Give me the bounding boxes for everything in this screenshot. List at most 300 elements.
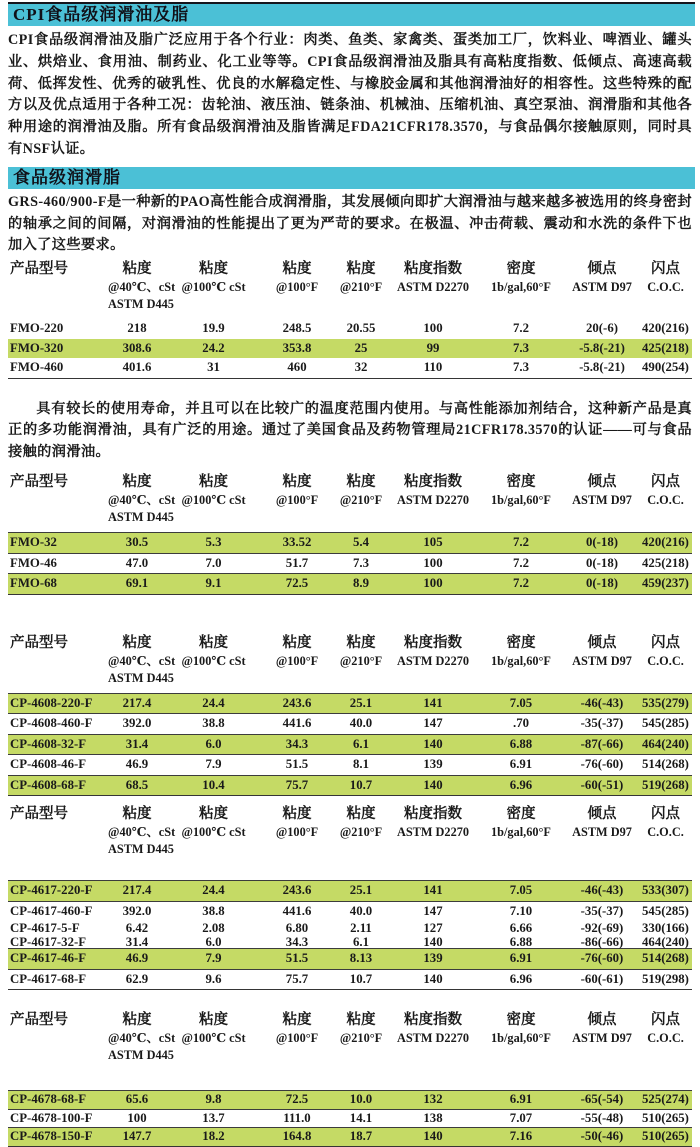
column-header-line: 粘度 xyxy=(346,474,376,491)
table-header xyxy=(8,259,692,313)
spec-value: 510(265) xyxy=(642,1129,689,1144)
column-header-line: 粘度 xyxy=(282,806,312,823)
spec-value: 490(254) xyxy=(642,360,689,375)
spec-table-cp4617 xyxy=(8,804,692,990)
product-model: CP-4608-460-F xyxy=(10,716,93,731)
spec-value: 147 xyxy=(423,903,443,918)
spec-value: -76(-60) xyxy=(580,951,624,966)
column-header-line: 粘度 xyxy=(199,261,228,278)
spec-value: 14.1 xyxy=(349,1110,373,1125)
column-header-line: 粘度 xyxy=(346,634,376,651)
spec-value: 31.4 xyxy=(125,736,149,751)
column-header-product xyxy=(8,633,108,653)
column-header-line: C.O.C. xyxy=(647,280,684,295)
column-header xyxy=(261,259,333,296)
spec-value: -65(-54) xyxy=(580,1092,624,1107)
spec-value: 6.96 xyxy=(509,971,533,986)
spec-value: 6.66 xyxy=(509,921,533,936)
column-header xyxy=(639,804,692,841)
column-header-line: ASTM D445 xyxy=(108,842,174,857)
spec-value: 99 xyxy=(426,340,440,355)
column-header xyxy=(108,633,176,687)
product-model: FMO-220 xyxy=(10,321,64,336)
product-model: CP-4678-100-F xyxy=(10,1110,93,1125)
column-header-product xyxy=(8,1010,108,1030)
column-header-line: @40℃、cSt xyxy=(108,280,176,295)
spec-value: 2.11 xyxy=(350,921,372,936)
document-page xyxy=(0,2,700,1147)
spec-value: 24.2 xyxy=(202,340,225,355)
spec-value: 140 xyxy=(423,1129,443,1144)
spec-value: 217.4 xyxy=(122,883,152,898)
spec-value: 69.1 xyxy=(125,576,149,591)
spec-value: -60(-51) xyxy=(580,777,624,792)
column-header xyxy=(477,259,565,296)
column-header-line: 产品型号 xyxy=(10,1012,68,1029)
spec-value: 46.9 xyxy=(125,951,149,966)
column-header-line: ASTM D97 xyxy=(572,653,632,668)
column-header xyxy=(639,633,692,670)
product-model: CP-4678-68-F xyxy=(10,1092,87,1107)
spec-value: 31.4 xyxy=(125,934,149,949)
spec-value: 141 xyxy=(423,883,443,898)
spec-value: 25.1 xyxy=(349,695,373,710)
column-header-line: @100℃ cSt xyxy=(181,1031,246,1046)
column-header-line: 闪点 xyxy=(651,474,680,491)
table-row xyxy=(8,754,692,775)
spec-value: 19.9 xyxy=(202,321,225,336)
spec-value: 10.7 xyxy=(349,971,373,986)
spec-value: 7.9 xyxy=(205,757,222,772)
spec-value: 10.7 xyxy=(349,777,373,792)
spec-value: 2.08 xyxy=(202,921,225,936)
spec-value: 46.9 xyxy=(125,757,149,772)
intro-paragraph: CPI食品级润滑油及脂广泛应用于各个行业：肉类、鱼类、家禽类、蛋类加工厂，饮料业、啤酒业、罐头业、烘焙业、食用油、制药业、化工业等等。CPI食品级润滑油及脂具有高粘度指数、低倾点、高速高载荷、低挥发性、优秀的破乳性、优良的水解稳定性、与橡胶金属和其他润滑油好的相容性。这些特殊的配方以及优点适用于各种工况：齿轮油、液压油、链条油、机械油、压缩机油、真空泵油、润滑脂和其他各种用途的润滑油及脂。所有食品级润滑油及脂皆满足FDA21CFR178.3570，与食品偶尔接触原则，同时具有NSF认证。 xyxy=(8,32,692,157)
column-header xyxy=(333,259,389,296)
column-header xyxy=(261,633,333,670)
column-header-line: 粘度指数 xyxy=(404,634,462,651)
spec-value: 51.5 xyxy=(285,951,309,966)
spec-value: 40.0 xyxy=(349,903,373,918)
column-header xyxy=(166,633,261,670)
product-model: CP-4617-220-F xyxy=(10,883,93,898)
spec-value: 147.7 xyxy=(122,1129,152,1144)
column-header-line: 闪点 xyxy=(651,261,680,278)
column-header xyxy=(565,633,639,670)
spec-value: 6.96 xyxy=(509,777,533,792)
table-row xyxy=(8,1127,692,1146)
table-row xyxy=(8,694,692,714)
spec-value: 164.8 xyxy=(282,1129,312,1144)
spec-value: -5.8(-21) xyxy=(579,340,625,355)
column-header-line: @100°F xyxy=(275,1031,319,1046)
spec-value: 6.42 xyxy=(125,921,149,936)
spec-value: 31 xyxy=(207,360,220,375)
spec-value: 7.2 xyxy=(513,576,529,591)
spec-value: 519(298) xyxy=(642,971,689,986)
spec-value: 140 xyxy=(423,777,443,792)
spec-value: 5.4 xyxy=(353,535,369,550)
spec-value: -46(-43) xyxy=(580,695,624,710)
spec-value: 38.8 xyxy=(202,903,225,918)
column-header-line: ASTM D2270 xyxy=(396,280,470,295)
spec-value: 9.1 xyxy=(205,576,222,591)
table-row xyxy=(8,969,692,990)
spec-value: 33.52 xyxy=(282,535,312,550)
spec-value: 24.4 xyxy=(202,695,225,710)
spec-value: 420(216) xyxy=(642,321,689,336)
column-header-line: 粘度指数 xyxy=(404,1012,462,1029)
spec-table-fmo-light xyxy=(8,472,692,595)
column-header-line: 粘度 xyxy=(282,474,312,491)
spec-value: -87(-66) xyxy=(580,736,624,751)
spec-value: 6.88 xyxy=(509,736,533,751)
table-row xyxy=(8,1091,692,1109)
column-header xyxy=(166,804,261,841)
spec-value: 140 xyxy=(423,971,443,986)
spec-value: 51.5 xyxy=(285,757,309,772)
column-header-product xyxy=(8,259,108,279)
spec-value: 8.1 xyxy=(353,757,369,772)
column-header-line: C.O.C. xyxy=(647,653,684,668)
spec-value: 10.4 xyxy=(202,777,225,792)
column-header-line: 粘度 xyxy=(199,1012,228,1029)
column-header-line: 倾点 xyxy=(587,1012,617,1029)
table-row xyxy=(8,775,692,796)
spec-value: 140 xyxy=(423,934,443,949)
column-header-line: ASTM D2270 xyxy=(396,825,470,840)
spec-value: 533(307) xyxy=(642,883,689,898)
product-model: CP-4617-460-F xyxy=(10,903,93,918)
spec-value: 441.6 xyxy=(282,716,312,731)
product-model: CP-4608-46-F xyxy=(10,757,87,772)
column-header-line: 1b/gal,60°F xyxy=(491,493,551,508)
column-header xyxy=(333,1010,389,1047)
column-header-line: 粘度 xyxy=(346,1012,376,1029)
column-header xyxy=(108,472,176,526)
spec-value: 34.3 xyxy=(285,934,309,949)
spec-value: 7.05 xyxy=(509,883,533,898)
column-header-line: 粘度指数 xyxy=(404,474,462,491)
column-header-line: @210°F xyxy=(339,280,383,295)
column-header-line: @100°F xyxy=(275,493,319,508)
column-header-line: @210°F xyxy=(339,493,383,508)
table-row xyxy=(8,358,692,378)
spec-value: 72.5 xyxy=(285,1092,309,1107)
table-row xyxy=(8,734,692,755)
spec-value: 420(216) xyxy=(642,535,689,550)
spec-value: 0(-18) xyxy=(586,555,618,570)
column-header-line: ASTM D445 xyxy=(108,1048,174,1063)
column-header-line: 1b/gal,60°F xyxy=(491,825,551,840)
column-header-line: @100°F xyxy=(275,825,319,840)
column-header-line: 粘度 xyxy=(122,806,152,823)
grease-paragraph: GRS-460/900-F是一种新的PAO高性能合成润滑脂，其发展倾向即扩大润滑油与越来越多被选用的终身密封的轴承之间的间隔，对润滑油的性能提出了更为严苛的要求。在极温、冲击荷载、震动和水洗的条件下也加入了这些要求。 xyxy=(8,193,692,254)
column-header xyxy=(333,633,389,670)
spec-value: 30.5 xyxy=(125,535,149,550)
spec-value: 545(285) xyxy=(642,903,689,918)
spec-table-fmo-heavy xyxy=(8,259,692,379)
product-model: CP-4678-150-F xyxy=(10,1129,93,1144)
column-header-line: @210°F xyxy=(339,825,383,840)
spec-value: 18.7 xyxy=(349,1129,373,1144)
spec-value: 7.9 xyxy=(205,951,222,966)
product-model: CP-4608-32-F xyxy=(10,736,87,751)
column-header-line: 倾点 xyxy=(587,474,617,491)
column-header-line: 粘度 xyxy=(199,806,228,823)
column-header-line: C.O.C. xyxy=(647,825,684,840)
spec-value: 535(279) xyxy=(642,695,689,710)
table-row xyxy=(8,1109,692,1128)
column-header-line: ASTM D2270 xyxy=(396,493,470,508)
column-header-line: 产品型号 xyxy=(10,474,68,491)
spec-value: 464(240) xyxy=(642,736,689,751)
product-model: FMO-68 xyxy=(10,576,57,591)
product-model: CP-4617-32-F xyxy=(10,934,87,949)
column-header-line: 粘度指数 xyxy=(404,261,462,278)
spec-value: 6.1 xyxy=(353,736,369,751)
table-row xyxy=(8,573,692,594)
spec-value: 545(285) xyxy=(642,716,689,731)
table-body xyxy=(8,880,692,990)
column-header-line: ASTM D2270 xyxy=(396,1031,470,1046)
column-header-line: 粘度 xyxy=(282,634,312,651)
table-row xyxy=(8,713,692,734)
spec-value: 132 xyxy=(423,1092,443,1107)
spec-value: 514(268) xyxy=(642,951,689,966)
spec-value: 243.6 xyxy=(282,695,312,710)
column-header-line: 粘度 xyxy=(122,1012,152,1029)
column-header xyxy=(389,804,477,841)
column-header-line: @40℃、cSt xyxy=(108,1031,176,1046)
column-header-line: ASTM D445 xyxy=(108,670,174,685)
spec-value: 7.2 xyxy=(513,321,529,336)
table-header xyxy=(8,633,692,687)
spec-value: 68.5 xyxy=(125,777,149,792)
column-header-line: 1b/gal,60°F xyxy=(491,1031,551,1046)
spec-value: 510(265) xyxy=(642,1110,689,1125)
product-model: FMO-32 xyxy=(10,535,57,550)
spec-value: 65.6 xyxy=(125,1092,149,1107)
column-header-line: @100℃ cSt xyxy=(181,280,246,295)
column-header-product xyxy=(8,804,108,824)
table-row xyxy=(8,319,692,339)
spec-value: 6.91 xyxy=(509,757,533,772)
column-header-line: 密度 xyxy=(506,806,536,823)
column-header-line: 倾点 xyxy=(587,634,617,651)
column-header-line: ASTM D97 xyxy=(572,493,632,508)
column-header xyxy=(108,1010,176,1064)
spec-value: -46(-43) xyxy=(580,883,624,898)
column-header xyxy=(477,1010,565,1047)
spec-value: .70 xyxy=(513,716,529,731)
spec-value: 10.0 xyxy=(349,1092,373,1107)
spec-value: 24.4 xyxy=(202,883,225,898)
spec-value: 459(237) xyxy=(642,576,689,591)
spec-value: -76(-60) xyxy=(580,757,624,772)
spec-value: 218 xyxy=(127,321,147,336)
spec-value: 20.55 xyxy=(346,321,376,336)
table-row xyxy=(8,553,692,574)
spec-table-cp4678 xyxy=(8,1010,692,1147)
spec-value: 6.88 xyxy=(509,934,533,949)
spec-value: 7.16 xyxy=(509,1129,533,1144)
spec-value: 525(274) xyxy=(642,1092,689,1107)
column-header-line: 倾点 xyxy=(587,261,617,278)
column-header xyxy=(261,804,333,841)
column-header xyxy=(565,472,639,509)
spec-value: 6.91 xyxy=(509,951,533,966)
column-header xyxy=(477,633,565,670)
spec-value: -5.8(-21) xyxy=(579,360,625,375)
column-header-line: 1b/gal,60°F xyxy=(491,280,551,295)
table-body xyxy=(8,532,692,595)
spec-value: -35(-37) xyxy=(580,903,624,918)
spec-value: 7.0 xyxy=(205,555,222,570)
spec-value: 441.6 xyxy=(282,903,312,918)
spec-value: 7.3 xyxy=(513,340,529,355)
column-header-line: 1b/gal,60°F xyxy=(491,653,551,668)
column-header-line: 闪点 xyxy=(651,806,680,823)
product-model: FMO-46 xyxy=(10,555,57,570)
column-header-line: C.O.C. xyxy=(647,493,684,508)
table-row xyxy=(8,533,692,553)
column-header xyxy=(639,259,692,296)
column-header xyxy=(639,1010,692,1047)
spec-value: 25.1 xyxy=(349,883,373,898)
spec-value: 100 xyxy=(127,1110,147,1125)
column-header-line: 粘度 xyxy=(346,806,376,823)
spec-value: 7.2 xyxy=(513,535,529,550)
column-header-line: 倾点 xyxy=(587,806,617,823)
spec-value: 243.6 xyxy=(282,883,312,898)
spec-value: 110 xyxy=(423,360,443,375)
spec-value: 460 xyxy=(287,360,307,375)
product-model: CP-4617-68-F xyxy=(10,971,87,986)
table-row xyxy=(8,935,692,949)
spec-value: 7.07 xyxy=(509,1110,533,1125)
spec-value: 100 xyxy=(423,321,443,336)
column-header xyxy=(389,633,477,670)
product-model: CP-4617-5-F xyxy=(10,921,80,936)
spec-value: 7.3 xyxy=(353,555,369,570)
spec-value: -60(-61) xyxy=(580,971,624,986)
spec-value: 75.7 xyxy=(285,777,309,792)
spec-value: 141 xyxy=(423,695,443,710)
table-header xyxy=(8,1010,692,1064)
spec-value: 34.3 xyxy=(285,736,309,751)
spec-value: 140 xyxy=(423,736,443,751)
column-header-line: ASTM D97 xyxy=(572,280,632,295)
column-header xyxy=(389,1010,477,1047)
spec-value: 18.2 xyxy=(202,1129,225,1144)
spec-value: 217.4 xyxy=(122,695,152,710)
spec-value: 5.3 xyxy=(205,535,222,550)
column-header xyxy=(565,804,639,841)
section-title-main-text: CPI食品级润滑油及脂 xyxy=(13,5,190,24)
column-header xyxy=(389,259,477,296)
spec-value: 127 xyxy=(423,921,443,936)
column-header-line: 密度 xyxy=(506,1012,536,1029)
section-title-grease xyxy=(8,167,695,189)
spec-value: 0(-18) xyxy=(586,535,618,550)
spec-value: 8.13 xyxy=(349,951,373,966)
column-header xyxy=(166,472,261,509)
spec-value: 425(218) xyxy=(642,555,689,570)
spec-value: -35(-37) xyxy=(580,716,624,731)
column-header-line: @40℃、cSt xyxy=(108,825,176,840)
column-header-line: ASTM D2270 xyxy=(396,653,470,668)
spec-value: 6.80 xyxy=(285,921,309,936)
table-header xyxy=(8,804,692,858)
column-header-line: 粘度 xyxy=(282,1012,312,1029)
table-body xyxy=(8,693,692,797)
column-header-line: ASTM D445 xyxy=(108,297,174,312)
product-model: FMO-320 xyxy=(10,340,64,355)
table-row xyxy=(8,339,692,359)
column-header xyxy=(108,259,176,313)
spec-value: 25 xyxy=(354,340,368,355)
spec-value: 62.9 xyxy=(125,971,149,986)
spec-value: 514(268) xyxy=(642,757,689,772)
fmo-note-paragraph: 具有较长的使用寿命，并且可以在比较广的温度范围内使用。与高性能添加剂结合，这种新产品是真正的多功能润滑油，具有广泛的用途。通过了美国食品及药物管理局21CFR178.3570的认证——可与食品接触的润滑油。 xyxy=(8,400,692,461)
column-header xyxy=(333,804,389,841)
column-header xyxy=(166,259,261,296)
spec-value: 9.8 xyxy=(205,1092,222,1107)
column-header-line: 产品型号 xyxy=(10,634,68,651)
table-body xyxy=(8,319,692,379)
spec-value: 308.6 xyxy=(122,340,152,355)
column-header xyxy=(389,472,477,509)
table-body xyxy=(8,1090,692,1147)
spec-value: 38.8 xyxy=(202,716,225,731)
column-header-line: 密度 xyxy=(506,261,536,278)
column-header xyxy=(166,1010,261,1047)
spec-value: 40.0 xyxy=(349,716,373,731)
column-header-line: 产品型号 xyxy=(10,806,68,823)
column-header-line: ASTM D445 xyxy=(108,510,174,525)
column-header-line: @100°F xyxy=(275,653,319,668)
product-model: CP-4608-68-F xyxy=(10,777,87,792)
spec-value: 72.5 xyxy=(285,576,309,591)
column-header-product xyxy=(8,472,108,492)
spec-value: 75.7 xyxy=(285,971,309,986)
column-header-line: 密度 xyxy=(506,634,536,651)
table-row xyxy=(8,948,692,969)
spec-value: 330(166) xyxy=(642,921,689,936)
spec-value: 7.05 xyxy=(509,695,533,710)
spec-value: -92(-69) xyxy=(580,921,624,936)
column-header xyxy=(261,472,333,509)
column-header xyxy=(639,472,692,509)
spec-value: 6.0 xyxy=(205,736,222,751)
product-model: CP-4617-46-F xyxy=(10,951,87,966)
spec-value: 401.6 xyxy=(122,360,152,375)
column-header-line: ASTM D97 xyxy=(572,825,632,840)
spec-value: 9.6 xyxy=(205,971,222,986)
table-row xyxy=(8,881,692,901)
column-header xyxy=(261,1010,333,1047)
spec-value: 139 xyxy=(423,757,443,772)
spec-value: 8.9 xyxy=(353,576,369,591)
spec-value: 47.0 xyxy=(125,555,149,570)
spec-value: -50(-46) xyxy=(580,1129,624,1144)
column-header-line: @100℃ cSt xyxy=(181,493,246,508)
section-title-grease-text: 食品级润滑脂 xyxy=(13,167,121,187)
column-header-line: 粘度指数 xyxy=(404,806,462,823)
spec-table-cp4608 xyxy=(8,633,692,797)
table-row xyxy=(8,921,692,935)
